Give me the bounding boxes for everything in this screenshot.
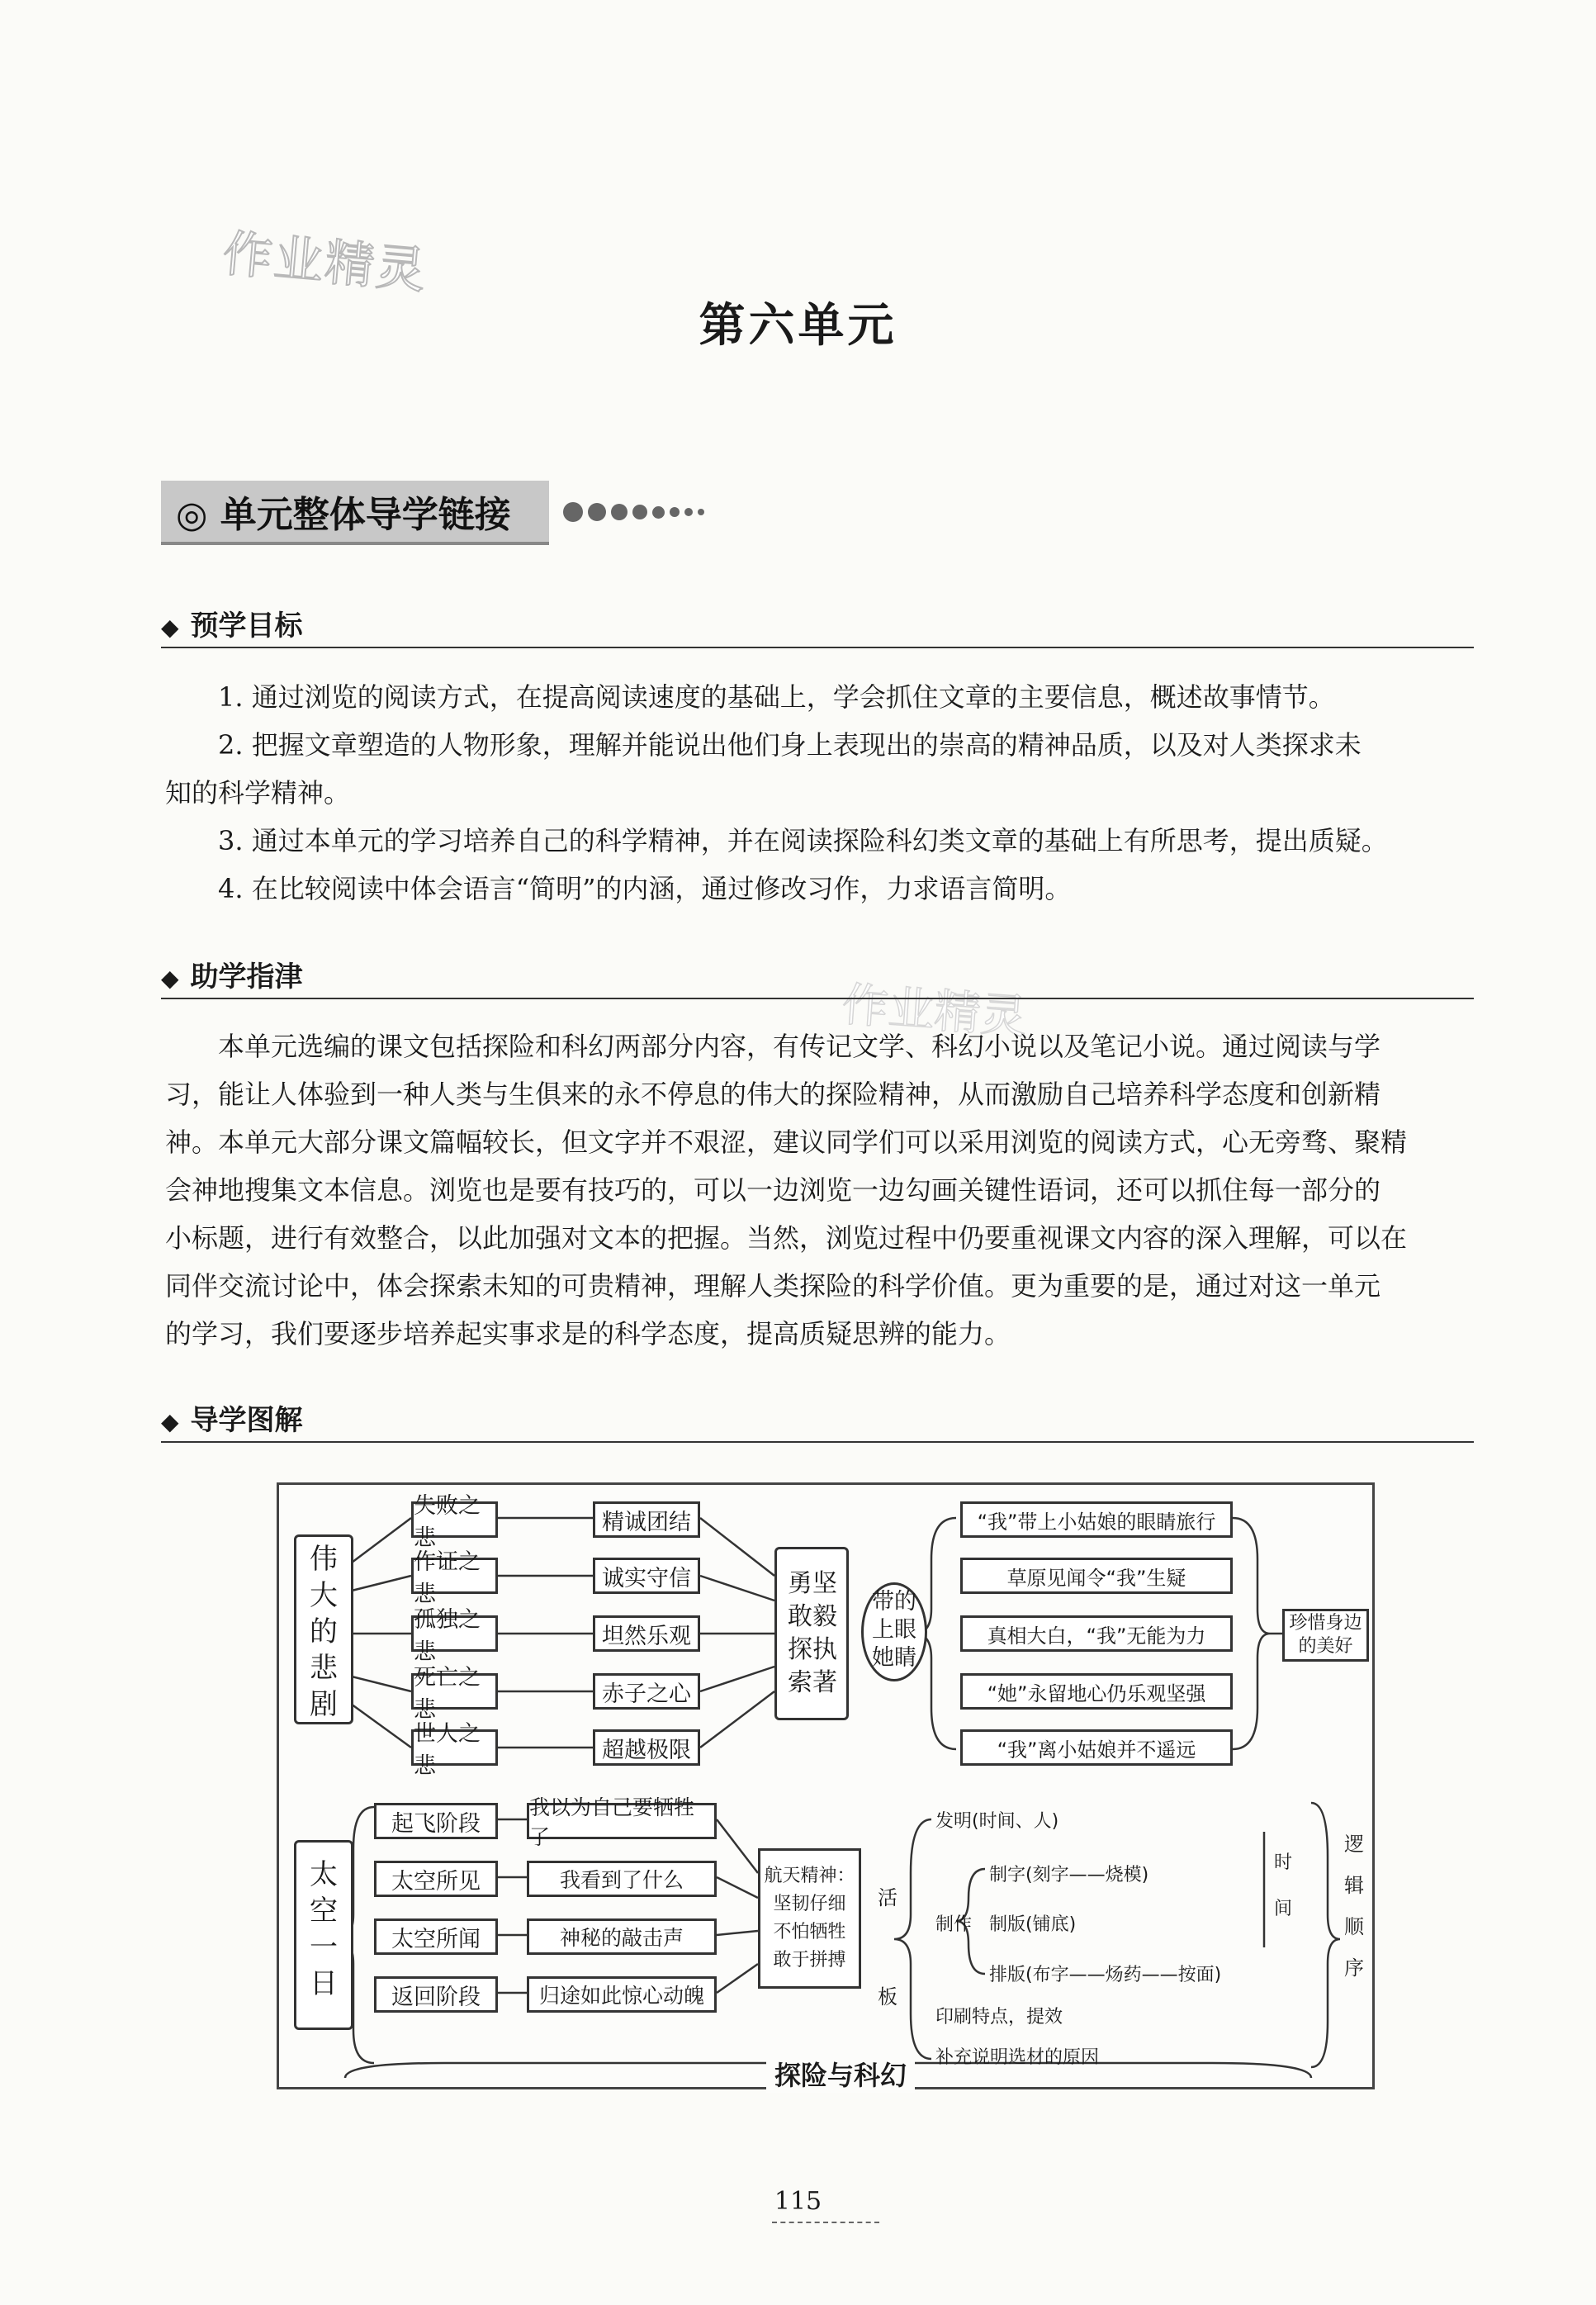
guide-line: 神。本单元大部分课文篇幅较长，但文字并不艰涩，建议同学们可以采用浏览的阅读方式，心无旁骛、聚精 — [165, 1126, 1408, 1158]
event-box: “她”永留地心仍乐观坚强 — [960, 1673, 1233, 1710]
printing-features: 印刷特点，提效 — [935, 2007, 1063, 2028]
spirit-box: 超越极限 — [593, 1729, 700, 1766]
printing-step: 制版(铺底) — [989, 1914, 1077, 1935]
goal-item: 知的科学精神。 — [165, 777, 351, 809]
guide-line: 本单元选编的课文包括探险和科幻两部分内容，有传记文学、科幻小说以及笔记小说。通过阅读与学 — [218, 1031, 1381, 1062]
event-box: 真相大白，“我”无能为力 — [960, 1615, 1233, 1652]
concept-diagram — [277, 1482, 1375, 2089]
watermark-secondary: 作业精灵 — [840, 978, 1029, 1045]
unit-title: 第六单元 — [699, 298, 897, 353]
guide-heading: ◆ 助学指津 — [161, 954, 1474, 999]
event-box: “我”带上小姑娘的眼睛旅行 — [960, 1501, 1233, 1538]
printing-title: 活 板 — [878, 1886, 897, 2009]
theme-box: 珍惜身边 的美好 — [1282, 1609, 1369, 1662]
feeling-box: 神秘的敲击声 — [527, 1918, 717, 1955]
banner-dots — [563, 502, 704, 522]
printing-invent: 发明(时间、人) — [935, 1811, 1059, 1832]
diagram-footer: 探险与科幻 — [766, 2055, 915, 2093]
feeling-box: 我以为自己要牺牲了 — [527, 1803, 717, 1839]
printing-step: 制字(刻字——烧模) — [989, 1865, 1149, 1885]
guide-line: 会神地搜集文本信息。浏览也是要有技巧的，可以一边浏览一边勾画关键性语词，还可以抓住每一部分的 — [165, 1174, 1381, 1206]
space-title: 太 空 一 日 — [310, 1858, 338, 2000]
diamond-icon: ◆ — [161, 965, 179, 992]
summary-text: 勇坚 敢毅 探执 索著 — [788, 1569, 837, 1697]
stage-box: 起飞阶段 — [374, 1803, 498, 1839]
event-box: 草原见闻令“我”生疑 — [960, 1558, 1233, 1594]
tragedy-title: 伟 大 的 悲 剧 — [310, 1543, 338, 1721]
guide-line: 同伴交流讨论中，体会探索未知的可贵精神，理解人类探险的科学价值。更为重要的是，通过对这一单元 — [165, 1270, 1381, 1302]
goals-list — [165, 673, 1474, 913]
guide-line: 习，能让人体验到一种人类与生俱来的永不停息的伟大的探险精神，从而激励自己培养科学态度和创新精 — [165, 1079, 1381, 1110]
printing-supplement: 补充说明选材的原因 — [935, 2047, 1100, 2068]
event-box: “我”离小姑娘并不遥远 — [960, 1729, 1233, 1766]
watermark: 作业精灵 — [220, 225, 430, 301]
spirit-box: 坦然乐观 — [593, 1615, 700, 1652]
stage-box: 返回阶段 — [374, 1976, 498, 2013]
goals-heading: ◆ 预学目标 — [161, 603, 1474, 648]
page-number: 115 — [774, 2187, 822, 2216]
sorrow-box: 失败之悲 — [411, 1501, 498, 1538]
guide-text — [165, 1022, 1474, 1358]
spirit-box: 精诚团结 — [593, 1501, 700, 1538]
page-number-underline — [772, 2222, 879, 2223]
space-spirit-box: 航天精神： 坚韧仔细 不怕牺牲 敢于拼搏 — [758, 1848, 861, 1989]
printing-order: 逻 辑 顺 序 — [1344, 1833, 1364, 1980]
printing-step: 排版(布字——炀药——按面) — [989, 1965, 1222, 1985]
feeling-box: 归途如此惊心动魄 — [527, 1976, 717, 2013]
section-banner: ◎ 单元整体导学链接 — [161, 481, 549, 545]
goal-item: 4. 在比较阅读中体会语言“简明”的内涵，通过修改习作，力求语言简明。 — [218, 873, 1072, 904]
printing-make: 制作 — [935, 1914, 973, 1935]
diagram-heading: ◆ 导学图解 — [161, 1397, 1474, 1443]
spirit-box: 诚实守信 — [593, 1558, 700, 1594]
stage-box: 太空所见 — [374, 1861, 498, 1897]
printing-time: 时 间 — [1274, 1852, 1293, 1919]
guide-line: 小标题，进行有效整合，以此加强对文本的把握。当然，浏览过程中仍要重视课文内容的深入理解，可以在 — [165, 1222, 1408, 1254]
goal-item: 1. 通过浏览的阅读方式，在提高阅读速度的基础上，学会抓住文章的主要信息，概述故事情节。 — [218, 681, 1335, 713]
sorrow-box: 世人之悲 — [411, 1729, 498, 1766]
diamond-icon: ◆ — [161, 1408, 179, 1435]
sorrow-box: 孤独之悲 — [411, 1615, 498, 1652]
sorrow-box: 死亡之悲 — [411, 1673, 498, 1710]
goal-item: 2. 把握文章塑造的人物形象，理解并能说出他们身上表现出的崇高的精神品质，以及对人类探求未 — [218, 729, 1362, 761]
spirit-box: 赤子之心 — [593, 1673, 700, 1710]
stage-box: 太空所闻 — [374, 1918, 498, 1955]
diamond-icon: ◆ — [161, 614, 179, 641]
eyes-title: 带的 上眼 她睛 — [872, 1589, 916, 1671]
feeling-box: 我看到了什么 — [527, 1861, 717, 1897]
sorrow-box: 作证之悲 — [411, 1558, 498, 1594]
goal-item: 3. 通过本单元的学习培养自己的科学精神，并在阅读探险科幻类文章的基础上有所思考，提出质疑。 — [218, 825, 1388, 856]
guide-line: 的学习，我们要逐步培养起实事求是的科学态度，提高质疑思辨的能力。 — [165, 1318, 1011, 1349]
